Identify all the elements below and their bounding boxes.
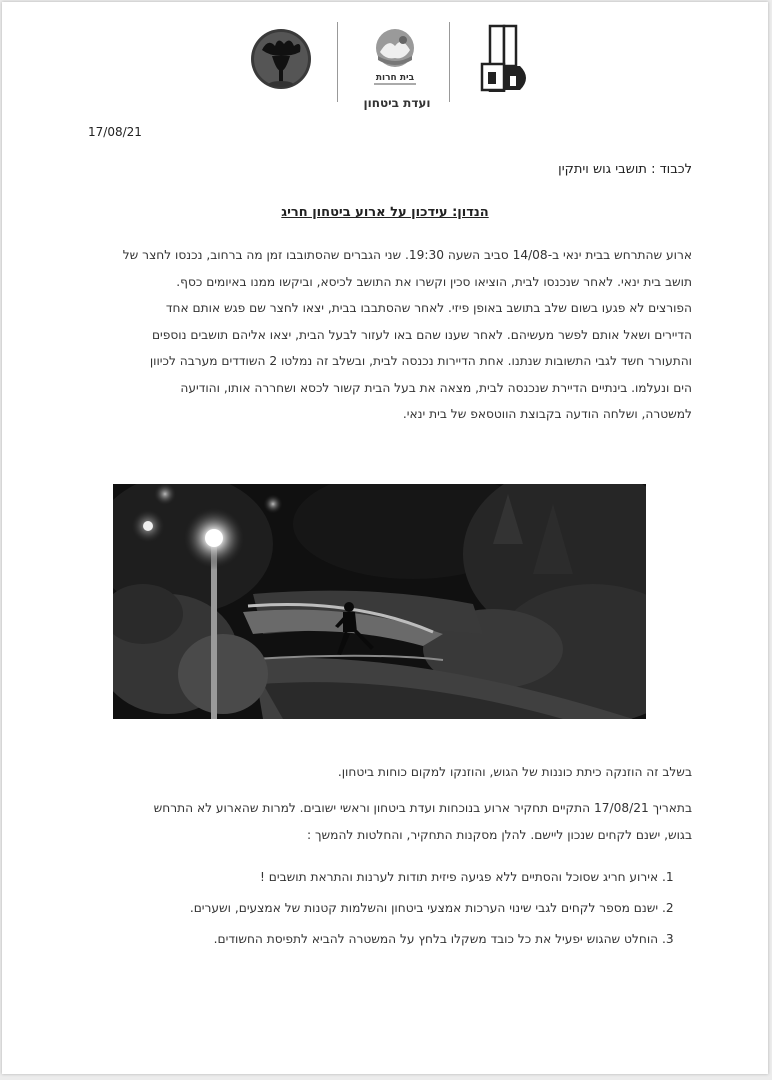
conclusion-text: הוחלט שהגוש יפעיל את כל כובד משקלו בלחץ על המשטרה להביא לתפיסת החשודים. [213,932,659,946]
paragraph-line: הדיירים ושאל אותם לפשר מעשיהם. לאחר שענו שהם באו לעזור לבעל הבית, יצאו אליהם תושבים נוספים [151,327,692,342]
conclusion-number: 2. [662,901,674,915]
security-camera-photo [113,484,646,719]
night-street-image [113,484,646,719]
conclusion-text: ישנם מספר לקחים לגבי שינוי הערכות אמצעי ביטחון והשלמות קטנות של אמצעים, ושערים. [189,901,659,915]
conclusion-item [190,901,688,915]
paragraph-line: הים ונעלמו. בינתיים הדיירת שנכנסה לבית, מצאה את בעל הבית קשור לכסא ושחררה אותו, והודיעה [180,380,692,395]
paragraph-line: הפורצים לא פגעו בשום שלב בתושב באופן פיזי. לאחר שהסתבבו בבית, יצאו לחצר שם פגש אותם אחד [165,301,692,315]
logo-divider [337,22,338,102]
paragraph-line: והתעורר חשד לגבי התשובות שנתנו. אחת הדיירות נכנסה לבית, ובשלב זה נמלטו 2 השודדים מערבה לכיוון [149,354,692,368]
paragraph-line: למשטרה, ושלחה הודעה בקבוצת הווטסאפ של בית ינאי. [402,407,692,421]
conclusion-item [214,932,688,946]
addressee-line: לכבוד : תושבי גוש ויתקין [558,162,692,177]
debrief-paragraph [102,795,692,848]
incident-paragraph [102,242,692,428]
document-page [2,2,768,1074]
flower-seal-logo-icon [248,26,314,92]
logo-divider [449,22,450,102]
beit-herut-logo-icon [370,26,420,88]
paragraph-line: בגוש, ישנם לקחים שנכון ליישם. להלן מסקנות התחקיר, והחלטות להמשך : [307,827,692,842]
conclusion-number: 3. [662,932,674,946]
committee-caption: ועדת ביטחון [363,96,431,110]
conclusion-text: אירוע חריג שסוכל והסתיים ללא פגיעה פיזית תודות לערנות והתראת תושבים ! [260,870,659,884]
conclusion-item [260,870,688,884]
paragraph-line: בשלב זה הוזנקה כיתת כוננות של הגוש, והוזנקו למקום כוחות ביטחון. [337,765,692,779]
paragraph-line: ארוע שהתרחש בבית ינאי ב-14/08 סביב השעה 19:30. שני הגברים שהסתובבו זמן מה ברחוב, נכנסו לחצר של [122,248,692,262]
response-paragraph [102,759,692,786]
building-blocks-logo-icon [480,24,534,92]
conclusion-number: 1. [662,870,674,884]
letter-date: 17/08/21 [88,125,142,139]
subject-line: הנדון: עידכון על ארוע ביטחון חריג [281,205,489,220]
paragraph-line: בתאריך 17/08/21 התקיים תחקיר ארוע בנוכחות ועדת ביטחון וראשי ישובים. למרות שהארוע לא התרחש [153,801,692,815]
paragraph-line: תושב בית ינאי. לאחר שנכנסו לבית, הוציאו סכין וקשרו את התושב לכיסא, וביקשו ממנו באיומים כסף. [176,274,692,289]
svg-text:בית חרות: בית חרות [375,73,415,83]
logo-row [242,22,542,117]
